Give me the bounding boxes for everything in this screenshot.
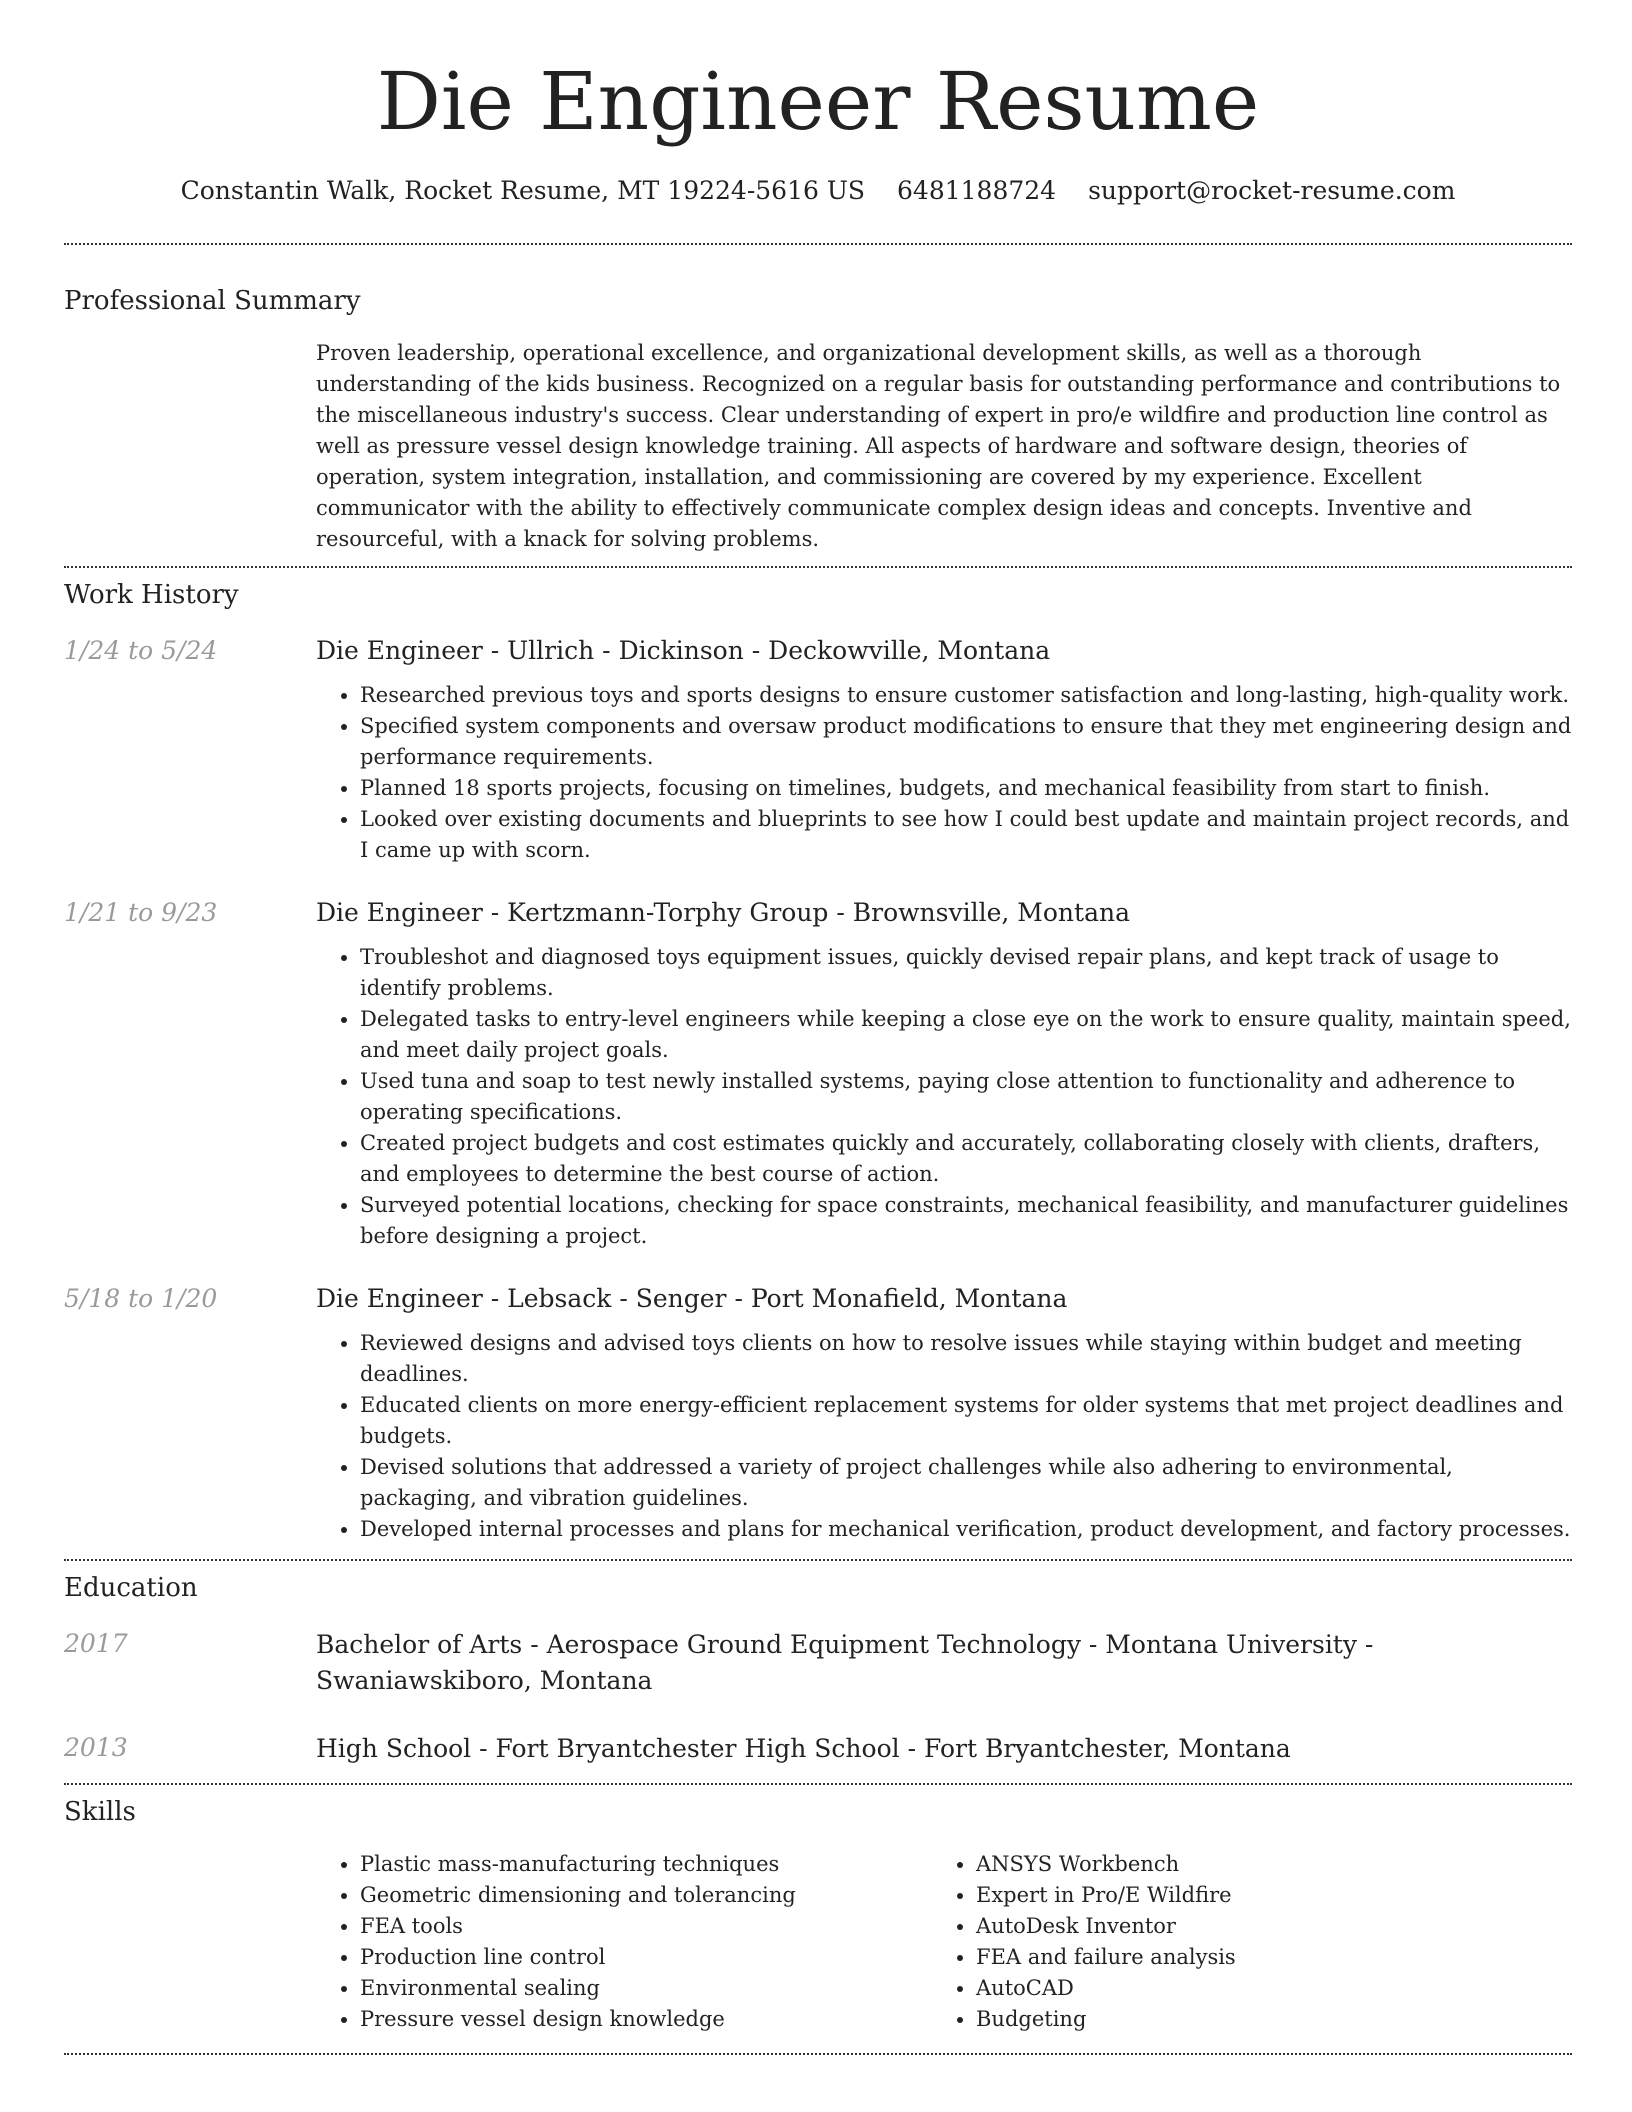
list-item: • Developed internal processes and plans for mechanical verification, product development, and factory processes. bbox=[360, 1514, 1572, 1545]
list-item: • Production line control bbox=[360, 1942, 932, 1973]
list-item: • Specified system components and oversaw product modifications to ensure that they met engineering design and performance requirements. bbox=[360, 711, 1572, 773]
list-item: • FEA tools bbox=[360, 1911, 932, 1942]
list-item: • Devised solutions that addressed a variety of project challenges while also adhering to environmental, packaging, and vibration guidelines. bbox=[360, 1452, 1572, 1514]
job-title: Die Engineer - Lebsack - Senger - Port Monafield, Montana bbox=[316, 1284, 1068, 1313]
job-title: Die Engineer - Kertzmann-Torphy Group - Brownsville, Montana bbox=[316, 898, 1130, 927]
divider bbox=[64, 243, 1572, 245]
list-item: • ANSYS Workbench bbox=[976, 1849, 1572, 1880]
summary-body bbox=[316, 338, 1572, 555]
list-item: • Troubleshot and diagnosed toys equipment issues, quickly devised repair plans, and kept track of usage to identify problems. bbox=[360, 942, 1572, 1004]
list-item: • Researched previous toys and sports designs to ensure customer satisfaction and long-lasting, high-quality work. bbox=[360, 680, 1572, 711]
skills-list-left bbox=[316, 1849, 932, 2035]
list-item: • AutoCAD bbox=[976, 1973, 1572, 2004]
skills-list-right bbox=[932, 1849, 1572, 2035]
job-bullets bbox=[316, 680, 1572, 866]
job-entry bbox=[64, 896, 1572, 1252]
skills-spacer bbox=[64, 1849, 316, 2035]
divider bbox=[64, 2053, 1572, 2055]
job-details bbox=[316, 1282, 1572, 1545]
job-details bbox=[316, 896, 1572, 1252]
education-details bbox=[316, 1627, 1572, 1699]
job-title: Die Engineer - Ullrich - Dickinson - Deckowville, Montana bbox=[316, 636, 1051, 665]
job-details bbox=[316, 634, 1572, 866]
section-heading-work: Work History bbox=[64, 580, 239, 610]
list-item: • Budgeting bbox=[976, 2004, 1572, 2035]
list-item: • Reviewed designs and advised toys clients on how to resolve issues while staying within budget and meeting deadlines. bbox=[360, 1328, 1572, 1390]
list-item: • Delegated tasks to entry-level engineers while keeping a close eye on the work to ensure quality, maintain speed, and meet daily project goals. bbox=[360, 1004, 1572, 1066]
education-year: 2013 bbox=[64, 1733, 128, 1762]
skills-row bbox=[64, 1849, 1572, 2035]
list-item: • Environmental sealing bbox=[360, 1973, 932, 2004]
section-heading-summary: Professional Summary bbox=[64, 286, 361, 316]
list-item: • AutoDesk Inventor bbox=[976, 1911, 1572, 1942]
list-item: • Surveyed potential locations, checking for space constraints, mechanical feasibility, and manufacturer guidelines before designing a project. bbox=[360, 1190, 1572, 1252]
resume-page bbox=[64, 0, 1572, 2055]
job-dates: 5/18 to 1/20 bbox=[64, 1284, 218, 1313]
education-entry bbox=[64, 1731, 1572, 1767]
section-heading-skills: Skills bbox=[64, 1797, 136, 1827]
list-item: • Educated clients on more energy-efficient replacement systems for older systems that met project deadlines and budgets. bbox=[360, 1390, 1572, 1452]
divider bbox=[64, 1783, 1572, 1785]
list-item: • Created project budgets and cost estimates quickly and accurately, collaborating closely with clients, drafters, and employees to determine the best course of action. bbox=[360, 1128, 1572, 1190]
contact-email: support@rocket-resume.com bbox=[1088, 176, 1456, 205]
section-heading-education: Education bbox=[64, 1573, 198, 1603]
contact-phone: 6481188724 bbox=[897, 176, 1057, 205]
job-entry bbox=[64, 634, 1572, 866]
summary-row bbox=[64, 338, 1572, 555]
summary-text: Proven leadership, operational excellence, and organizational development skills, as well as a thorough understanding of the kids business. Recognized on a regular basis for outstanding performance and contributions to the miscellaneous industry's success. Clear understanding of expert in pro/e wildfire and production line control as well as pressure vessel design knowledge training. All aspects of hardware and software design, theories of operation, system integration, installation, and commissioning are covered by my experience. Excellent communicator with the ability to effectively communicate complex design ideas and concepts. Inventive and resourceful, with a knack for solving problems. bbox=[316, 341, 1561, 551]
list-item: • Pressure vessel design knowledge bbox=[360, 2004, 932, 2035]
job-dates: 1/24 to 5/24 bbox=[64, 636, 218, 665]
list-item: • Geometric dimensioning and tolerancing bbox=[360, 1880, 932, 1911]
education-year: 2017 bbox=[64, 1629, 128, 1658]
education-details bbox=[316, 1731, 1572, 1767]
list-item: • Plastic mass-manufacturing techniques bbox=[360, 1849, 932, 1880]
skills-columns bbox=[316, 1849, 1572, 2035]
divider bbox=[64, 566, 1572, 568]
list-item: • Looked over existing documents and blueprints to see how I could best update and maintain project records, and I came up with scorn. bbox=[360, 804, 1572, 866]
education-entry bbox=[64, 1627, 1572, 1699]
job-bullets bbox=[316, 1328, 1572, 1545]
list-item: • Used tuna and soap to test newly installed systems, paying close attention to functionality and adherence to operating specifications. bbox=[360, 1066, 1572, 1128]
job-dates: 1/21 to 9/23 bbox=[64, 898, 218, 927]
education-title: Bachelor of Arts - Aerospace Ground Equipment Technology - Montana University - Swaniawskiboro, Montana bbox=[316, 1630, 1374, 1695]
education-title: High School - Fort Bryantchester High School - Fort Bryantchester, Montana bbox=[316, 1734, 1291, 1763]
list-item: • Planned 18 sports projects, focusing on timelines, budgets, and mechanical feasibility from start to finish. bbox=[360, 773, 1572, 804]
contact-address: Constantin Walk, Rocket Resume, MT 19224-5616 US bbox=[180, 176, 866, 205]
job-entry bbox=[64, 1282, 1572, 1545]
summary-spacer bbox=[64, 338, 316, 555]
divider bbox=[64, 1559, 1572, 1561]
job-bullets bbox=[316, 942, 1572, 1252]
contact-line bbox=[64, 174, 1572, 208]
list-item: • Expert in Pro/E Wildfire bbox=[976, 1880, 1572, 1911]
list-item: • FEA and failure analysis bbox=[976, 1942, 1572, 1973]
page-title: Die Engineer Resume bbox=[376, 55, 1260, 148]
